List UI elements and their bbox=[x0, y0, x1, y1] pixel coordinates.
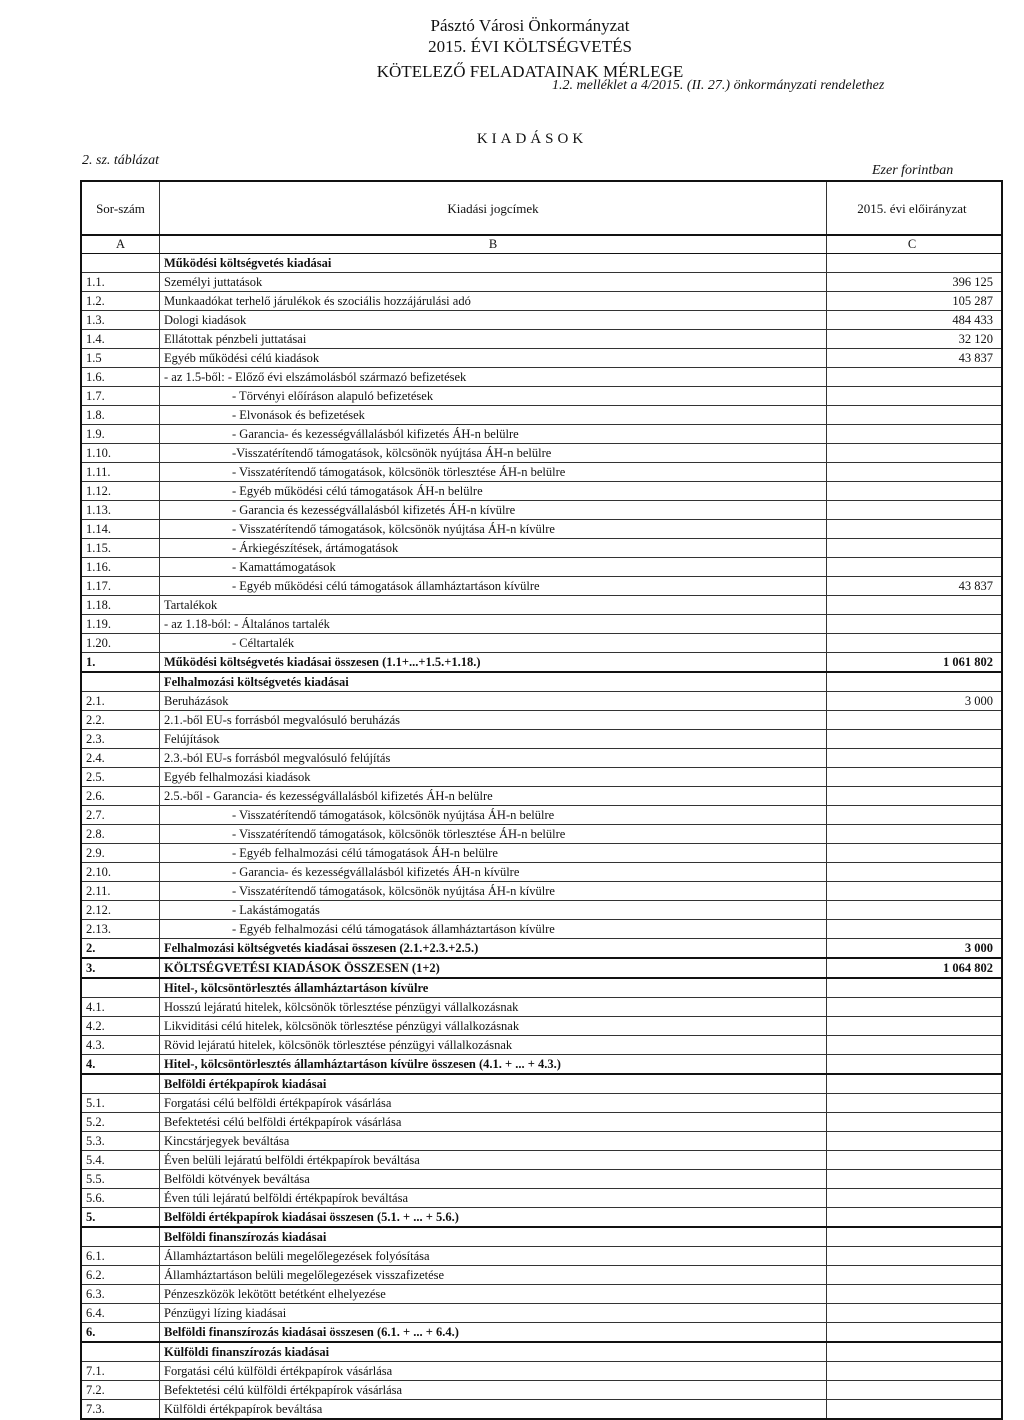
row-number: 5.1. bbox=[81, 1094, 160, 1113]
row-number: 1.18. bbox=[81, 596, 160, 615]
row-label: - Lakástámogatás bbox=[160, 901, 827, 920]
table-row bbox=[81, 539, 1002, 558]
row-value bbox=[827, 482, 1003, 501]
total-row bbox=[81, 958, 1002, 978]
table-row bbox=[81, 1189, 1002, 1208]
row-label: 2.5.-ből - Garancia- és kezességvállalásból kifizetés ÁH-n belülre bbox=[160, 787, 827, 806]
row-label: Pénzeszközök lekötött betétként elhelyezése bbox=[160, 1285, 827, 1304]
table-row bbox=[81, 1132, 1002, 1151]
row-label: Belföldi értékpapírok kiadásai összesen (5.1. + ... + 5.6.) bbox=[160, 1208, 827, 1228]
row-label: Ellátottak pénzbeli juttatásai bbox=[160, 330, 827, 349]
row-value bbox=[827, 1074, 1003, 1094]
row-label: Hitel-, kölcsöntörlesztés államháztartáson kívülre bbox=[160, 978, 827, 998]
row-label: Működési költségvetés kiadásai összesen (1.1+...+1.5.+1.18.) bbox=[160, 653, 827, 673]
row-number: 4.3. bbox=[81, 1036, 160, 1055]
row-label: Munkaadókat terhelő járulékok és szociális hozzájárulási adó bbox=[160, 292, 827, 311]
row-label: Működési költségvetés kiadásai bbox=[160, 254, 827, 273]
row-number: 6.4. bbox=[81, 1304, 160, 1323]
section-row bbox=[81, 978, 1002, 998]
row-label: Államháztartáson belüli megelőlegezések folyósítása bbox=[160, 1247, 827, 1266]
row-number: 1.7. bbox=[81, 387, 160, 406]
row-label: Pénzügyi lízing kiadásai bbox=[160, 1304, 827, 1323]
row-value bbox=[827, 901, 1003, 920]
row-number: 1.8. bbox=[81, 406, 160, 425]
row-label: KÖLTSÉGVETÉSI KIADÁSOK ÖSSZESEN (1+2) bbox=[160, 958, 827, 978]
row-number: 2.10. bbox=[81, 863, 160, 882]
row-value bbox=[827, 825, 1003, 844]
row-number: 6. bbox=[81, 1323, 160, 1343]
row-value bbox=[827, 1208, 1003, 1228]
table-row bbox=[81, 711, 1002, 730]
row-number: 1.3. bbox=[81, 311, 160, 330]
row-value bbox=[827, 615, 1003, 634]
table-row bbox=[81, 1151, 1002, 1170]
row-value: 1 064 802 bbox=[827, 958, 1003, 978]
row-value bbox=[827, 520, 1003, 539]
table-row bbox=[81, 1266, 1002, 1285]
row-number: 1.6. bbox=[81, 368, 160, 387]
table-number: 2. sz. táblázat bbox=[82, 153, 160, 168]
row-value bbox=[827, 444, 1003, 463]
row-number bbox=[81, 672, 160, 692]
row-value: 105 287 bbox=[827, 292, 1003, 311]
table-row bbox=[81, 1094, 1002, 1113]
row-value bbox=[827, 882, 1003, 901]
balance-title: KÖTELEZŐ FELADATAINAK MÉRLEGE bbox=[376, 62, 684, 81]
table-row bbox=[81, 730, 1002, 749]
row-value bbox=[827, 539, 1003, 558]
table-row bbox=[81, 1247, 1002, 1266]
table-row bbox=[81, 787, 1002, 806]
row-number: 1.17. bbox=[81, 577, 160, 596]
row-number: 2.11. bbox=[81, 882, 160, 901]
unit-label: Ezer forintban bbox=[872, 163, 954, 178]
table-row bbox=[81, 273, 1002, 292]
row-number: 5. bbox=[81, 1208, 160, 1228]
row-label: - Elvonások és befizetések bbox=[160, 406, 827, 425]
table-row bbox=[81, 863, 1002, 882]
row-number: 2.4. bbox=[81, 749, 160, 768]
total-row bbox=[81, 1055, 1002, 1075]
row-number: 1.16. bbox=[81, 558, 160, 577]
row-number: 1.9. bbox=[81, 425, 160, 444]
row-label: Tartalékok bbox=[160, 596, 827, 615]
row-number: 2.6. bbox=[81, 787, 160, 806]
row-value bbox=[827, 978, 1003, 998]
table-row bbox=[81, 425, 1002, 444]
row-value: 32 120 bbox=[827, 330, 1003, 349]
row-label: - Egyéb felhalmozási célú támogatások államháztartáson kívülre bbox=[160, 920, 827, 939]
row-number bbox=[81, 978, 160, 998]
table-row bbox=[81, 387, 1002, 406]
org-title: Pásztó Városi Önkormányzat bbox=[430, 16, 630, 35]
row-label: - Visszatérítendő támogatások, kölcsönök törlesztése ÁH-n belülre bbox=[160, 463, 827, 482]
section-row bbox=[81, 254, 1002, 273]
row-number: 1.2. bbox=[81, 292, 160, 311]
section-row bbox=[81, 1227, 1002, 1247]
row-number: 1.20. bbox=[81, 634, 160, 653]
col-c-header: 2015. évi előirányzat bbox=[827, 181, 1003, 235]
expenditure-table bbox=[80, 180, 1003, 1420]
row-label: - Céltartalék bbox=[160, 634, 827, 653]
row-value bbox=[827, 1017, 1003, 1036]
col-a-header: Sor-szám bbox=[81, 181, 160, 235]
table-row bbox=[81, 1017, 1002, 1036]
row-label: -Visszatérítendő támogatások, kölcsönök nyújtása ÁH-n belülre bbox=[160, 444, 827, 463]
table-row bbox=[81, 998, 1002, 1017]
table-row bbox=[81, 406, 1002, 425]
row-label: Belföldi finanszírozás kiadásai bbox=[160, 1227, 827, 1247]
table-row bbox=[81, 1381, 1002, 1400]
row-value bbox=[827, 1400, 1003, 1420]
col-b-letter: B bbox=[160, 235, 827, 254]
row-value bbox=[827, 1342, 1003, 1362]
row-label: - Garancia és kezességvállalásból kifizetés ÁH-n kívülre bbox=[160, 501, 827, 520]
row-value bbox=[827, 863, 1003, 882]
row-label: - Visszatérítendő támogatások, kölcsönök nyújtása ÁH-n belülre bbox=[160, 806, 827, 825]
table-row bbox=[81, 768, 1002, 787]
row-number: 5.6. bbox=[81, 1189, 160, 1208]
row-value bbox=[827, 425, 1003, 444]
row-label: - Garancia- és kezességvállalásból kifizetés ÁH-n belülre bbox=[160, 425, 827, 444]
table-row bbox=[81, 920, 1002, 939]
table-row bbox=[81, 349, 1002, 368]
row-label: 2.3.-ból EU-s forrásból megvalósuló felújítás bbox=[160, 749, 827, 768]
total-row bbox=[81, 1208, 1002, 1228]
row-label: - Garancia- és kezességvállalásból kifizetés ÁH-n kívülre bbox=[160, 863, 827, 882]
row-value bbox=[827, 387, 1003, 406]
col-c-letter: C bbox=[827, 235, 1003, 254]
row-value bbox=[827, 406, 1003, 425]
table-row bbox=[81, 1304, 1002, 1323]
row-number bbox=[81, 1342, 160, 1362]
row-number: 1.11. bbox=[81, 463, 160, 482]
row-number: 1.5 bbox=[81, 349, 160, 368]
row-value: 43 837 bbox=[827, 349, 1003, 368]
row-label: - Kamattámogatások bbox=[160, 558, 827, 577]
section-row bbox=[81, 1342, 1002, 1362]
row-label: - Visszatérítendő támogatások, kölcsönök nyújtása ÁH-n kívülre bbox=[160, 882, 827, 901]
row-number: 1.14. bbox=[81, 520, 160, 539]
row-label: Befektetési célú belföldi értékpapírok vásárlása bbox=[160, 1113, 827, 1132]
row-number: 5.5. bbox=[81, 1170, 160, 1189]
row-number: 6.2. bbox=[81, 1266, 160, 1285]
table-row bbox=[81, 749, 1002, 768]
row-value bbox=[827, 1266, 1003, 1285]
row-value bbox=[827, 998, 1003, 1017]
table-row bbox=[81, 634, 1002, 653]
row-value: 1 061 802 bbox=[827, 653, 1003, 673]
row-number: 5.4. bbox=[81, 1151, 160, 1170]
table-header-row bbox=[81, 181, 1002, 235]
row-number: 2.1. bbox=[81, 692, 160, 711]
table-row bbox=[81, 501, 1002, 520]
col-a-letter: A bbox=[81, 235, 160, 254]
table-row bbox=[81, 444, 1002, 463]
total-row bbox=[81, 1323, 1002, 1343]
col-b-header: Kiadási jogcímek bbox=[160, 181, 827, 235]
table-row bbox=[81, 1400, 1002, 1420]
row-number: 1.13. bbox=[81, 501, 160, 520]
row-number: 2.8. bbox=[81, 825, 160, 844]
row-label: Rövid lejáratú hitelek, kölcsönök törlesztése pénzügyi vállalkozásnak bbox=[160, 1036, 827, 1055]
table-row bbox=[81, 825, 1002, 844]
row-value bbox=[827, 1151, 1003, 1170]
table-row bbox=[81, 482, 1002, 501]
row-value bbox=[827, 558, 1003, 577]
row-number: 2.13. bbox=[81, 920, 160, 939]
total-row bbox=[81, 939, 1002, 959]
row-value bbox=[827, 787, 1003, 806]
section-row bbox=[81, 1074, 1002, 1094]
row-number: 2.5. bbox=[81, 768, 160, 787]
row-label: Forgatási célú belföldi értékpapírok vásárlása bbox=[160, 1094, 827, 1113]
row-label: Egyéb felhalmozási kiadások bbox=[160, 768, 827, 787]
column-letters-row bbox=[81, 235, 1002, 254]
row-value bbox=[827, 1285, 1003, 1304]
row-number: 7.1. bbox=[81, 1362, 160, 1381]
row-value: 484 433 bbox=[827, 311, 1003, 330]
row-label: - Egyéb működési célú támogatások ÁH-n belülre bbox=[160, 482, 827, 501]
row-value bbox=[827, 1323, 1003, 1343]
row-value bbox=[827, 1055, 1003, 1075]
row-label: Egyéb működési célú kiadások bbox=[160, 349, 827, 368]
total-row bbox=[81, 653, 1002, 673]
table-row bbox=[81, 311, 1002, 330]
row-number bbox=[81, 254, 160, 273]
row-value bbox=[827, 1247, 1003, 1266]
row-value bbox=[827, 1132, 1003, 1151]
row-label: Külföldi finanszírozás kiadásai bbox=[160, 1342, 827, 1362]
row-label: - Visszatérítendő támogatások, kölcsönök nyújtása ÁH-n kívülre bbox=[160, 520, 827, 539]
row-label: Személyi juttatások bbox=[160, 273, 827, 292]
row-label: Likviditási célú hitelek, kölcsönök törlesztése pénzügyi vállalkozásnak bbox=[160, 1017, 827, 1036]
table-row bbox=[81, 577, 1002, 596]
row-value: 3 000 bbox=[827, 692, 1003, 711]
table-row bbox=[81, 596, 1002, 615]
table-row bbox=[81, 806, 1002, 825]
row-number: 2.7. bbox=[81, 806, 160, 825]
row-value bbox=[827, 254, 1003, 273]
row-value bbox=[827, 768, 1003, 787]
row-label: Befektetési célú külföldi értékpapírok vásárlása bbox=[160, 1381, 827, 1400]
row-value bbox=[827, 1094, 1003, 1113]
table-row bbox=[81, 901, 1002, 920]
row-value bbox=[827, 463, 1003, 482]
table-row bbox=[81, 463, 1002, 482]
row-label: Beruházások bbox=[160, 692, 827, 711]
row-label: Belföldi értékpapírok kiadásai bbox=[160, 1074, 827, 1094]
row-number: 2.9. bbox=[81, 844, 160, 863]
row-number: 5.3. bbox=[81, 1132, 160, 1151]
row-value bbox=[827, 920, 1003, 939]
row-value: 3 000 bbox=[827, 939, 1003, 959]
row-number: 4.2. bbox=[81, 1017, 160, 1036]
row-number: 7.2. bbox=[81, 1381, 160, 1400]
table-row bbox=[81, 292, 1002, 311]
row-label: Éven belüli lejáratú belföldi értékpapírok beváltása bbox=[160, 1151, 827, 1170]
row-value bbox=[827, 730, 1003, 749]
table-row bbox=[81, 368, 1002, 387]
row-value bbox=[827, 634, 1003, 653]
row-label: Felhalmozási költségvetés kiadásai összesen (2.1.+2.3.+2.5.) bbox=[160, 939, 827, 959]
row-label: - az 1.18-ból: - Általános tartalék bbox=[160, 615, 827, 634]
row-number: 2.3. bbox=[81, 730, 160, 749]
row-value bbox=[827, 1113, 1003, 1132]
table-row bbox=[81, 520, 1002, 539]
row-label: 2.1.-ből EU-s forrásból megvalósuló beruházás bbox=[160, 711, 827, 730]
table-row bbox=[81, 1285, 1002, 1304]
row-value bbox=[827, 596, 1003, 615]
row-number: 5.2. bbox=[81, 1113, 160, 1132]
row-value bbox=[827, 1036, 1003, 1055]
section-row bbox=[81, 672, 1002, 692]
row-value bbox=[827, 844, 1003, 863]
row-label: - Egyéb működési célú támogatások államháztartáson kívülre bbox=[160, 577, 827, 596]
row-number: 1. bbox=[81, 653, 160, 673]
row-number: 1.10. bbox=[81, 444, 160, 463]
row-value bbox=[827, 1304, 1003, 1323]
table-row bbox=[81, 1170, 1002, 1189]
section-title: KIADÁSOK bbox=[476, 131, 588, 147]
row-value bbox=[827, 749, 1003, 768]
row-label: - Visszatérítendő támogatások, kölcsönök törlesztése ÁH-n belülre bbox=[160, 825, 827, 844]
row-label: - az 1.5-ből: - Előző évi elszámolásból származó befizetések bbox=[160, 368, 827, 387]
table-row bbox=[81, 615, 1002, 634]
row-label: Dologi kiadások bbox=[160, 311, 827, 330]
row-value bbox=[827, 501, 1003, 520]
budget-title: 2015. ÉVI KÖLTSÉGVETÉS bbox=[428, 37, 632, 56]
row-number: 2. bbox=[81, 939, 160, 959]
row-number bbox=[81, 1227, 160, 1247]
row-value bbox=[827, 711, 1003, 730]
row-value bbox=[827, 672, 1003, 692]
row-number: 3. bbox=[81, 958, 160, 978]
row-number: 4.1. bbox=[81, 998, 160, 1017]
row-value bbox=[827, 1227, 1003, 1247]
row-value bbox=[827, 806, 1003, 825]
row-value: 396 125 bbox=[827, 273, 1003, 292]
table-row bbox=[81, 1113, 1002, 1132]
table-row bbox=[81, 692, 1002, 711]
row-value bbox=[827, 1381, 1003, 1400]
row-label: Hitel-, kölcsöntörlesztés államháztartáson kívülre összesen (4.1. + ... + 4.3.) bbox=[160, 1055, 827, 1075]
row-label: Belföldi kötvények beváltása bbox=[160, 1170, 827, 1189]
row-label: Kincstárjegyek beváltása bbox=[160, 1132, 827, 1151]
row-number: 1.4. bbox=[81, 330, 160, 349]
table-row bbox=[81, 558, 1002, 577]
row-label: Államháztartáson belüli megelőlegezések visszafizetése bbox=[160, 1266, 827, 1285]
row-label: Belföldi finanszírozás kiadásai összesen (6.1. + ... + 6.4.) bbox=[160, 1323, 827, 1343]
row-label: Felújítások bbox=[160, 730, 827, 749]
row-label: Felhalmozási költségvetés kiadásai bbox=[160, 672, 827, 692]
table-row bbox=[81, 844, 1002, 863]
row-label: Éven túli lejáratú belföldi értékpapírok beváltása bbox=[160, 1189, 827, 1208]
row-label: - Egyéb felhalmozási célú támogatások ÁH-n belülre bbox=[160, 844, 827, 863]
row-number: 1.15. bbox=[81, 539, 160, 558]
row-value bbox=[827, 368, 1003, 387]
row-value bbox=[827, 1170, 1003, 1189]
row-number: 1.1. bbox=[81, 273, 160, 292]
table-row bbox=[81, 882, 1002, 901]
table-row bbox=[81, 330, 1002, 349]
row-number: 7.3. bbox=[81, 1400, 160, 1420]
row-value: 43 837 bbox=[827, 577, 1003, 596]
row-value bbox=[827, 1189, 1003, 1208]
row-number: 1.12. bbox=[81, 482, 160, 501]
row-number: 4. bbox=[81, 1055, 160, 1075]
table-row bbox=[81, 1362, 1002, 1381]
row-number: 2.2. bbox=[81, 711, 160, 730]
row-number: 2.12. bbox=[81, 901, 160, 920]
row-label: Külföldi értékpapírok beváltása bbox=[160, 1400, 827, 1420]
row-number: 6.3. bbox=[81, 1285, 160, 1304]
row-label: Forgatási célú külföldi értékpapírok vásárlása bbox=[160, 1362, 827, 1381]
row-value bbox=[827, 1362, 1003, 1381]
annex-note: 1.2. melléklet a 4/2015. (II. 27.) önkormányzati rendelethez bbox=[552, 78, 885, 93]
row-number: 1.19. bbox=[81, 615, 160, 634]
row-label: - Árkiegészítések, ártámogatások bbox=[160, 539, 827, 558]
table-row bbox=[81, 1036, 1002, 1055]
row-label: - Törvényi előíráson alapuló befizetések bbox=[160, 387, 827, 406]
row-label: Hosszú lejáratú hitelek, kölcsönök törlesztése pénzügyi vállalkozásnak bbox=[160, 998, 827, 1017]
row-number bbox=[81, 1074, 160, 1094]
row-number: 6.1. bbox=[81, 1247, 160, 1266]
